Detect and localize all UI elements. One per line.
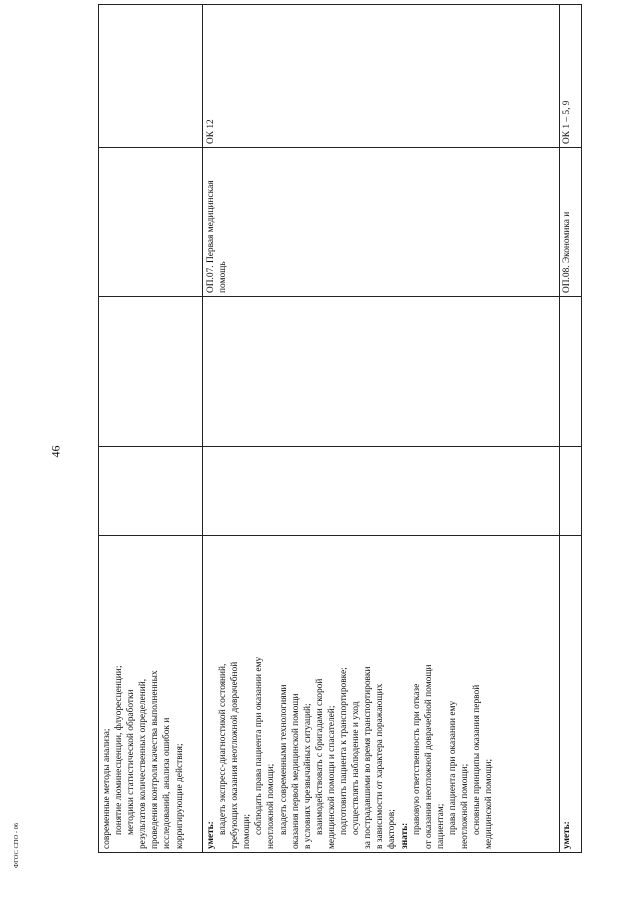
discipline-cell [203, 148, 560, 297]
description-line: соблюдать права пациента при оказании ему [254, 656, 265, 835]
empty-cell [99, 297, 203, 447]
description-line: неотложной помощи; [459, 763, 470, 849]
description-line: от оказания неотложной доврачебной помощи [423, 664, 434, 849]
description-line: права пациента при оказании ему [447, 700, 458, 835]
competency-cell [203, 5, 560, 148]
description-line: оказания первой медицинской помощи [290, 693, 301, 849]
description-cell [560, 536, 582, 853]
description-line: в условиях чрезвычайных ситуаций; [302, 703, 313, 849]
table-row [99, 5, 203, 853]
description-line: владеть экспресс-диагностикой состояний, [218, 663, 229, 835]
description-line: помощи; [242, 814, 253, 849]
description-cell [99, 536, 203, 853]
description-cell [203, 536, 560, 853]
table-row [203, 5, 560, 853]
description-line: взаимодействовать с бригадами скорой [314, 678, 325, 835]
empty-cell [99, 447, 203, 536]
description-line: требующих оказания неотложной доврачебной [230, 661, 241, 849]
description-line: в зависимости от характера поражающих [375, 683, 386, 849]
empty-cell [560, 447, 582, 536]
description-line: знать: [399, 822, 410, 849]
description-line: проведения контроля качества выполненных [150, 670, 161, 849]
description-line: осуществлять наблюдение и уход [351, 701, 362, 835]
discipline-cell [99, 148, 203, 297]
description-line: основные принципы оказания первой [472, 684, 483, 835]
description-line: современные методы анализа; [102, 728, 112, 849]
description-line: исследований, анализа ошибок и [162, 717, 173, 849]
table-row [560, 5, 582, 853]
rotated-table-wrapper [98, 40, 581, 853]
description-line: уметь: [206, 821, 216, 849]
empty-cell [203, 297, 560, 447]
description-line: корригирующие действия; [174, 743, 185, 849]
description-line: медицинской помощи; [484, 758, 495, 849]
description-line: уметь: [562, 821, 572, 849]
description-line: подготовить пациента к транспортировке; [339, 667, 350, 835]
description-line: методики статистической обработки [126, 689, 137, 835]
footer-mark: ФГОС СПО - 06 [13, 822, 20, 868]
empty-cell [203, 447, 560, 536]
competency-label: ОК 12 [206, 119, 216, 144]
competency-cell [560, 5, 582, 148]
page-number: 46 [48, 445, 63, 458]
discipline-label: ОП.07. Первая медицинская помощь [206, 180, 229, 293]
description-line: факторов; [387, 809, 398, 849]
competency-label: ОК 1 – 5, 9 [562, 100, 572, 144]
description-line: за пострадавшими во время транспортировки [363, 666, 374, 849]
discipline-cell [560, 148, 582, 297]
description-line: владеть современными технологиями [278, 684, 289, 835]
description-line: неотложной помощи; [266, 763, 277, 849]
empty-cell [560, 297, 582, 447]
description-line: понятие люминесценции, флуоресценции; [114, 665, 125, 835]
competency-cell [99, 5, 203, 148]
competency-table [98, 4, 582, 853]
description-line: пациентам; [435, 803, 446, 849]
description-line: результатов количественных определений, [138, 678, 149, 849]
description-line: медицинской помощи и спасателей; [326, 705, 337, 849]
discipline-label: ОП.08. Экономика и [562, 211, 572, 293]
description-line: правовую ответственность при отказе [411, 683, 422, 835]
